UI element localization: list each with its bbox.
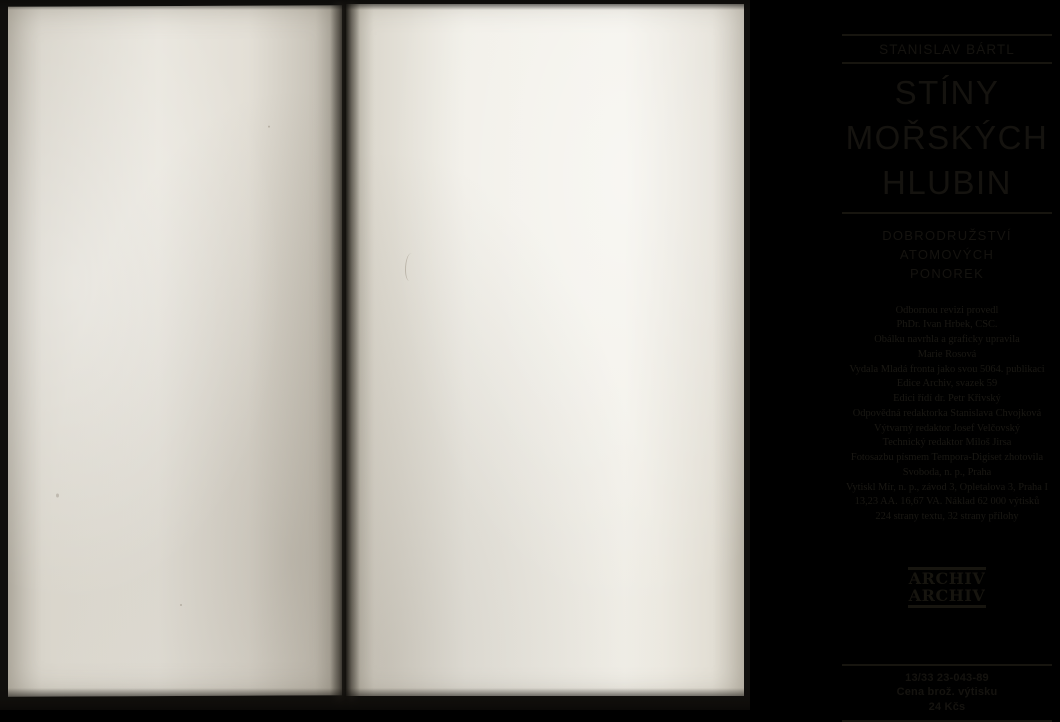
logo-word-2: ARCHIV <box>908 585 986 605</box>
imprint-line: PhDr. Ivan Hrbek, CSC. <box>896 319 998 331</box>
subtitle-line-1: DOBRODRUŽSTVÍ <box>882 228 1012 243</box>
imprint-line: Vydala Mladá fronta jako svou 5064. publikaci <box>849 363 1045 375</box>
imprint-line: Technický redaktor Miloš Jirsa <box>882 437 1012 449</box>
paper-speck <box>56 494 59 498</box>
title-line-3: HLUBIN <box>881 164 1013 201</box>
imprint-line: Obálku navrhla a graficky upravila <box>874 334 1020 346</box>
subtitle-line-3: PONOREK <box>909 265 985 281</box>
book-title <box>842 76 1052 214</box>
book-subtitle <box>842 227 1052 284</box>
imprint-line: Marie Rosová <box>917 348 977 360</box>
paper-blemish <box>405 253 416 281</box>
author-rule-bottom <box>842 62 1052 64</box>
imprint-line: 224 strany textu, 32 strany přílohy <box>875 511 1019 523</box>
catalog-code: 13/33 23-043-89 <box>905 671 989 684</box>
imprint-line: Edici řídí dr. Petr Křivský <box>893 393 1001 405</box>
author-name: STANISLAV BÁRTL <box>879 42 1015 57</box>
imprint-line: Vytiskl Mír, n. p., závod 3, Opletalova 3, Praha I <box>846 481 1048 493</box>
imprint-line: Výtvarný redaktor Josef Velčovský <box>873 422 1021 434</box>
imprint-line: Odpovědná redaktorka Stanislava Chvojková <box>852 407 1042 419</box>
book-page-right-title <box>346 4 1049 714</box>
imprint-line: Svoboda, n. p., Praha <box>902 466 992 478</box>
imprint-line: Fotosazbu písmem Tempora-Digiset zhotovila <box>850 452 1044 464</box>
publisher-logo <box>908 567 986 608</box>
imprint-line: 13,23 AA. 16,67 VA. Náklad 62 000 výtisků <box>854 496 1040 508</box>
price-amount: 24 Kčs <box>928 701 966 714</box>
imprint-block <box>834 304 1060 525</box>
imprint-line: Edice Archiv, svazek 59 <box>896 378 998 390</box>
price-label: Cena brož. výtisku <box>896 686 998 699</box>
book-page-left-blank <box>8 5 342 696</box>
title-line-2: MOŘSKÝCH <box>845 119 1049 156</box>
logo-word-1: ARCHIV <box>908 568 986 588</box>
price-block <box>842 664 1052 722</box>
title-rule <box>842 212 1052 214</box>
imprint-line: Odbornou revizi provedl <box>895 304 999 316</box>
subtitle-line-2: ATOMOVÝCH <box>899 246 995 262</box>
paper-speck <box>180 604 182 606</box>
title-page-content <box>842 34 1052 722</box>
title-line-1: STÍNY <box>894 74 1000 111</box>
logo-rule-bottom <box>908 605 986 608</box>
paper-speck <box>268 126 270 128</box>
